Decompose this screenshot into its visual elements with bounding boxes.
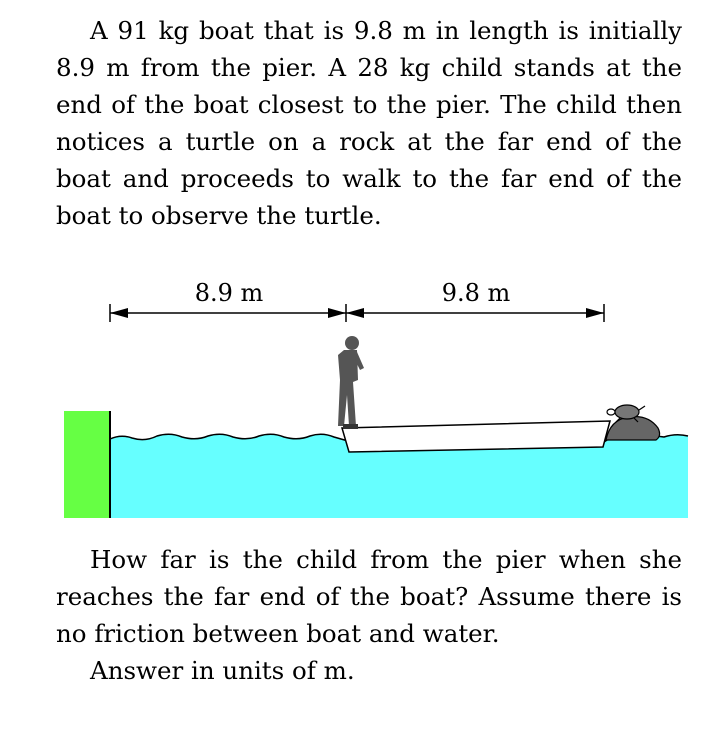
rock: [606, 416, 660, 440]
dim-label-pier-to-boat: 8.9 m: [194, 279, 264, 307]
child-figure: [338, 336, 364, 429]
boat: [342, 421, 610, 452]
problem-intro: A 91 kg boat that is 9.8 m in length is initially 8.9 m from the pier. A 28 kg child stands at the end of the boat closest to the pier. The child then notices a turtle on a rock at the far end of the boat and proceeds to walk to the far end of the boat to observe the turtle.: [56, 16, 682, 230]
dim-label-boat-length: 9.8 m: [441, 279, 511, 307]
problem-question: How far is the child from the pier when she reaches the far end of the boat? Assume there is no friction between boat and water.: [56, 545, 682, 648]
answer-units: Answer in units of m.: [90, 656, 355, 685]
pier: [64, 411, 110, 518]
